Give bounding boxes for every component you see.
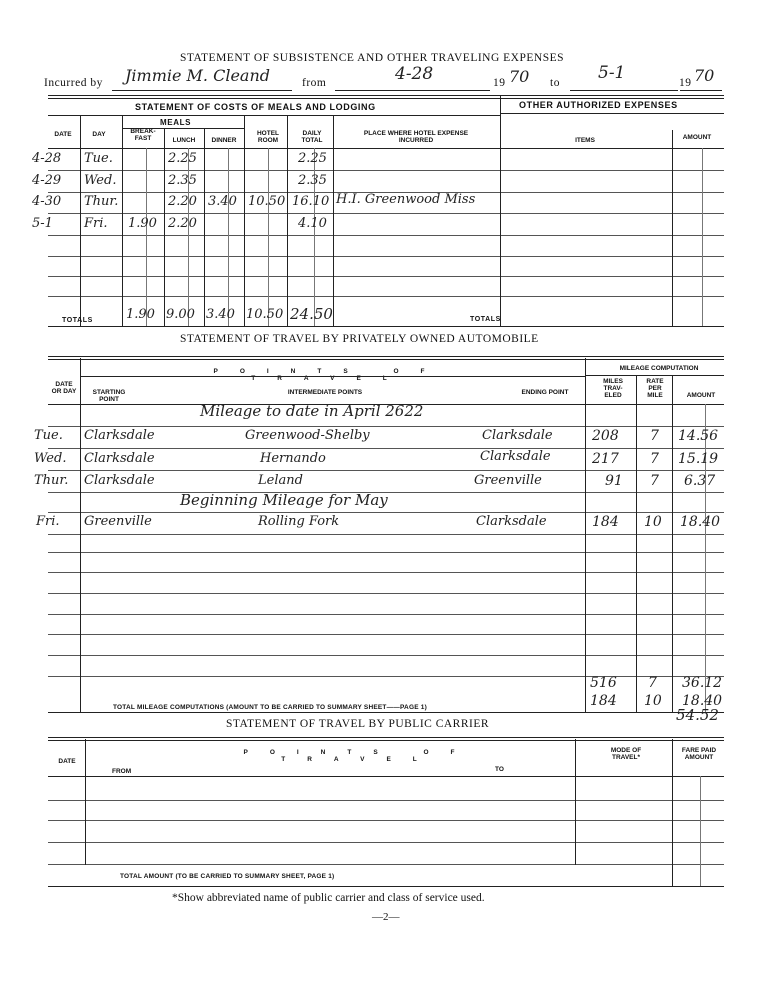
meals-col-hotel: HOTEL ROOM <box>256 130 280 144</box>
meals-col-dinner: DINNER <box>211 137 237 144</box>
mileage-sum-1-rate: 7 <box>648 675 657 691</box>
to-year: 70 <box>694 66 715 85</box>
incurred-by-signature: Jimmie M. Cleand <box>125 66 271 85</box>
other-expenses-title: OTHER AUTHORIZED EXPENSES <box>519 100 678 110</box>
total-dinner: 3.40 <box>206 307 235 322</box>
other-totals-label: TOTALS <box>470 316 501 323</box>
carrier-to-label: TO <box>495 766 504 773</box>
mileage-sum-2-miles: 184 <box>590 693 617 709</box>
auto-col-intermediate: INTERMEDIATE POINTS <box>287 389 363 396</box>
form-title: STATEMENT OF SUBSISTENCE AND OTHER TRAVELING EXPENSES <box>180 52 565 64</box>
meals-section-title: STATEMENT OF COSTS OF MEALS AND LODGING <box>135 102 376 112</box>
meals-group-label: MEALS <box>160 118 191 127</box>
auto-col-start: STARTING POINT <box>92 389 126 403</box>
year-prefix-1: 19 <box>493 77 506 89</box>
incurred-by-label: Incurred by <box>44 77 103 89</box>
mileage-computation-header: MILEAGE COMPUTATION <box>619 365 699 372</box>
to-label: to <box>550 77 560 89</box>
total-daily: 24.50 <box>290 305 333 323</box>
from-label: from <box>302 77 327 89</box>
total-hotel: 10.50 <box>246 307 284 322</box>
meals-col-breakfast: BREAK-FAST <box>130 128 156 142</box>
auto-note-mileage-to-date: Mileage to date in April 2622 <box>200 402 424 420</box>
carrier-section-title: STATEMENT OF TRAVEL BY PUBLIC CARRIER <box>226 718 490 730</box>
mileage-sum-1-amount: 36.12 <box>682 675 723 691</box>
meals-col-daily-total: DAILY TOTAL <box>301 130 323 144</box>
meals-col-date: DATE <box>54 131 72 138</box>
footnote: *Show abbreviated name of public carrier and class of service used. <box>172 892 485 904</box>
year-prefix-2: 19 <box>679 77 692 89</box>
from-date: 4-28 <box>395 64 434 84</box>
total-lunch: 9.00 <box>166 307 195 322</box>
auto-note-beginning-mileage: Beginning Mileage for May <box>180 491 388 509</box>
auto-total-label: TOTAL MILEAGE COMPUTATIONS (AMOUNT TO BE CARRIED TO SUMMARY SHEET——PAGE 1) <box>113 704 427 711</box>
auto-col-amount: AMOUNT <box>686 392 716 399</box>
total-breakfast: 1.90 <box>126 307 155 322</box>
auto-points-header: POINTS OF TRAVEL <box>213 368 447 382</box>
mileage-sum-1-miles: 516 <box>590 675 617 691</box>
auto-col-end: ENDING POINT <box>521 389 569 396</box>
carrier-from-label: FROM <box>112 768 132 775</box>
meals-col-lunch: LUNCH <box>172 137 196 144</box>
carrier-col-fare: FARE PAID AMOUNT <box>681 747 717 761</box>
expense-form-page: STATEMENT OF SUBSISTENCE AND OTHER TRAVELING EXPENSES Incurred by Jimmie M. Cleand from 4-28 19 70 to 5-1 19 70 STATEMENT OF COSTS OF MEALS AND LODGING OTHER AUTHORIZED EXPENSES MEALS DATE DAY BREAK-FAST LUNCH DINNER HOTEL ROOM DAILY TOTAL PLACE WHERE HOTEL EXPENSE INCURRED ITEMS AMOUNT 4-28 Tue. 2.25 2.25 4-29 Wed. 2.35 2.35 4-30 Thur. 2.20 3.40 10.50 16.10 H.I. Greenwood Miss 5-1 Fri. 1.90 2.20 4.10 TOTALS TOTALS 1.90 9.00 3.40 10.50 24.50 STATEMENT OF TRAVEL BY PRIVATELY OWNED AUTOMOBILE POINTS OF TRAVEL MILEAGE COMPUTATION DATE OR DAY STARTING POINT INTERMEDIATE POINTS ENDING POINT MILES TRAV-ELED RATE PER MILE AMOUNT Mileage to date in April 2622 Tue. Clarksdale Greenwood-Shelby Clarksdale 208 7 14.56 Wed. Clarksdale Hernando Clarksdale 217 7 15.19 Thur. Clarksdale Leland Greenville 91 7 6.37 Beginning Mileage for May Fri. Greenville Rolling Fork Clarksdale 184 10 18.40 516 7 36.12 184 10 18.40 54.52 TOTAL MILEAGE COMPUTATIONS (AMOUNT TO BE CARRIED TO SUMMARY SHEET——PAGE 1) STATEMENT OF TRAVEL BY PUBLIC CARRIER DATE POINTS OF TRAVEL FROM TO MODE OF TRAVEL* FARE PAID AMOUNT TOTAL AMOUNT (TO BE CARRIED TO SUMMARY SHEET, PAGE 1) *Show abbreviated name of public carrier and class of service used. —2— <box>32 52 723 923</box>
carrier-col-mode: MODE OF TRAVEL* <box>610 747 642 761</box>
meals-col-place: PLACE WHERE HOTEL EXPENSE INCURRED <box>363 130 469 144</box>
mileage-sum-2-amount: 18.40 <box>682 693 723 709</box>
from-year: 70 <box>509 67 530 86</box>
mileage-sum-2-rate: 10 <box>644 693 662 709</box>
carrier-total-label: TOTAL AMOUNT (TO BE CARRIED TO SUMMARY SHEET, PAGE 1) <box>120 873 335 880</box>
carrier-col-date: DATE <box>58 758 76 765</box>
mileage-grand-total: 54.52 <box>676 706 719 724</box>
meals-totals-label: TOTALS <box>62 317 93 324</box>
meals-col-day: DAY <box>92 131 106 138</box>
to-date: 5-1 <box>598 63 626 83</box>
meals-col-amount: AMOUNT <box>682 134 712 141</box>
page-number: —2— <box>372 911 400 923</box>
auto-col-date: DATE OR DAY <box>51 381 77 395</box>
auto-col-miles: MILES TRAV-ELED <box>603 378 623 399</box>
auto-section-title: STATEMENT OF TRAVEL BY PRIVATELY OWNED AUTOMOBILE <box>180 333 539 345</box>
meals-col-items: ITEMS <box>575 137 595 144</box>
auto-col-rate: RATE PER MILE <box>646 378 664 399</box>
carrier-points-header: POINTS OF TRAVEL <box>243 749 477 763</box>
